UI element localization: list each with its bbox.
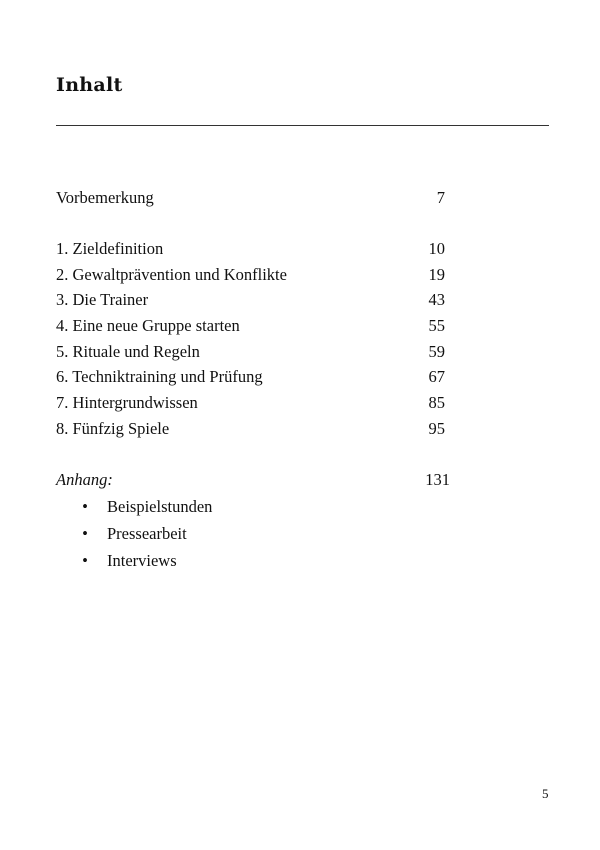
toc-entry-chapter-2[interactable] bbox=[56, 264, 456, 286]
anhang-item-label: Pressearbeit bbox=[107, 524, 187, 543]
bullet-icon: • bbox=[82, 524, 88, 543]
toc-entry-page: 43 bbox=[428, 290, 445, 309]
toc-entry-page: 67 bbox=[428, 367, 445, 386]
toc-entry-label: 8. Fünfzig Spiele bbox=[56, 419, 170, 438]
bullet-icon: • bbox=[82, 497, 88, 516]
toc-entry-chapter-1[interactable] bbox=[56, 238, 456, 260]
anhang-item-label: Interviews bbox=[107, 551, 177, 570]
toc-entry-page: 85 bbox=[428, 393, 445, 412]
toc-entry-label: 1. Zieldefinition bbox=[56, 239, 164, 258]
toc-entry-chapter-7[interactable] bbox=[56, 392, 456, 414]
page-number: 5 bbox=[542, 786, 549, 801]
toc-entry-vorbemerkung[interactable] bbox=[56, 187, 456, 209]
toc-entry-label: Vorbemerkung bbox=[56, 188, 154, 207]
toc-entry-page: 59 bbox=[428, 342, 445, 361]
anhang-item-label: Beispielstunden bbox=[107, 497, 213, 516]
toc-entry-label: 2. Gewaltprävention und Konflikte bbox=[56, 265, 287, 284]
toc-entry-page: 131 bbox=[425, 470, 450, 489]
toc-entry-chapter-6[interactable] bbox=[56, 366, 456, 388]
toc-entry-label: Anhang: bbox=[56, 470, 113, 489]
toc-entry-page: 95 bbox=[428, 419, 445, 438]
toc-entry-page: 55 bbox=[428, 316, 445, 335]
toc-entry-chapter-4[interactable] bbox=[56, 315, 456, 337]
toc-entry-page: 10 bbox=[428, 239, 445, 258]
title-underline bbox=[56, 125, 549, 126]
toc-entry-chapter-8[interactable] bbox=[56, 418, 456, 440]
toc-entry-page: 19 bbox=[428, 265, 445, 284]
toc-entry-label: 6. Techniktraining und Prüfung bbox=[56, 367, 263, 386]
toc-entry-label: 4. Eine neue Gruppe starten bbox=[56, 316, 240, 335]
toc-entry-anhang[interactable] bbox=[56, 469, 456, 491]
toc-entry-chapter-5[interactable] bbox=[56, 341, 456, 363]
toc-entry-chapter-3[interactable] bbox=[56, 289, 456, 311]
page-title: Inhalt bbox=[56, 74, 123, 96]
toc-entry-label: 5. Rituale und Regeln bbox=[56, 342, 200, 361]
toc-entry-label: 7. Hintergrundwissen bbox=[56, 393, 198, 412]
bullet-icon: • bbox=[82, 551, 88, 570]
toc-entry-page: 7 bbox=[436, 188, 445, 207]
toc-entry-label: 3. Die Trainer bbox=[56, 290, 149, 309]
